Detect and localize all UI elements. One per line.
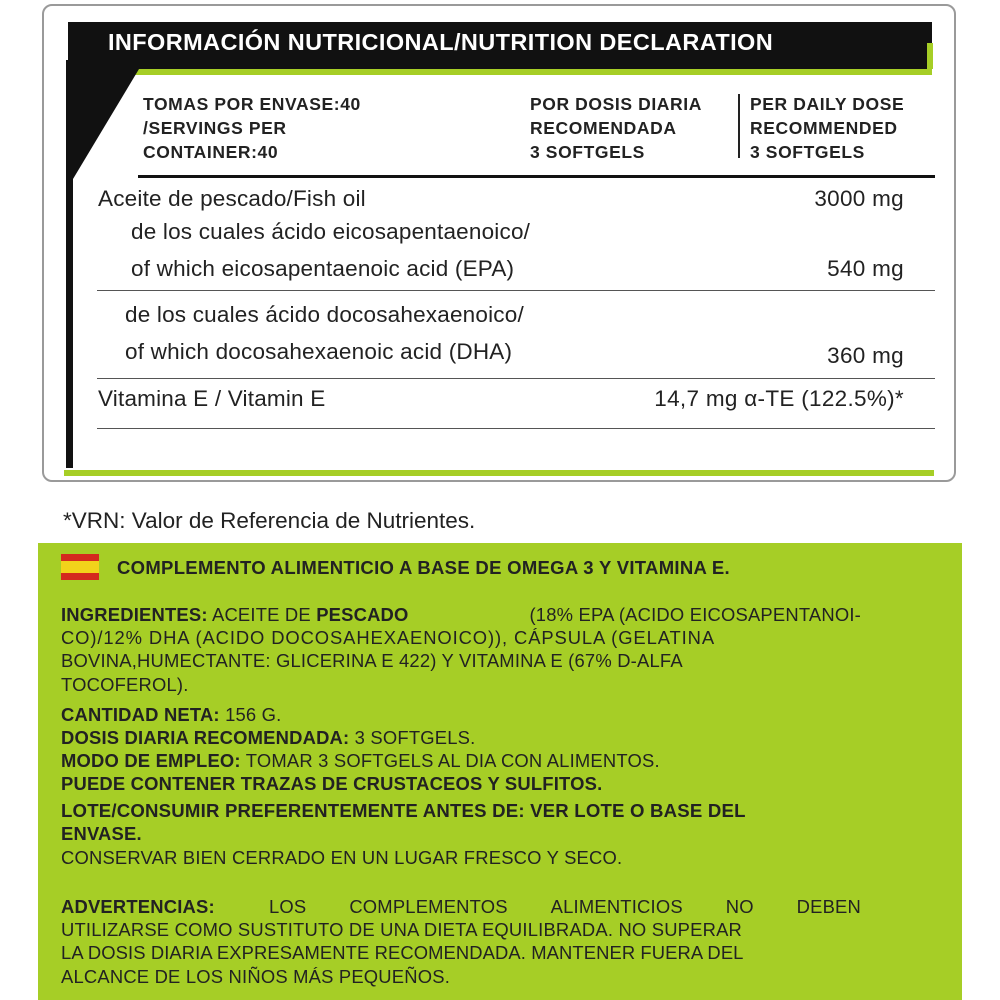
accent-stripe-left — [66, 60, 73, 468]
servings-line-2: /SERVINGS PER — [143, 118, 287, 138]
col-en-line-2: RECOMMENDED — [750, 118, 898, 138]
col-en-line-3: 3 SOFTGELS — [750, 142, 865, 162]
warnings-line-1: LOS COMPLEMENTOS ALIMENTICIOS NO DEBEN — [269, 896, 861, 917]
row-divider — [97, 378, 935, 379]
accent-stripe-right — [927, 43, 933, 69]
ingredients-label: INGREDIENTES: — [61, 604, 208, 625]
row-dha-label-en: of which docosahexaenoic acid (DHA) — [125, 339, 513, 364]
storage-instructions: CONSERVAR BIEN CERRADO EN UN LUGAR FRESCO Y SECO. — [61, 847, 623, 868]
lot-info-cont — [61, 822, 861, 845]
row-divider — [97, 290, 935, 291]
ingredients-text: ACEITE DE — [211, 604, 311, 625]
row-dha-label-es: de los cuales ácido docosahexaenoico/ — [125, 302, 524, 327]
warnings-line-3: LA DOSIS DIARIA EXPRESAMENTE RECOMENDADA. MANTENER FUERA DEL — [61, 942, 744, 964]
product-headline: COMPLEMENTO ALIMENTICIO A BASE DE OMEGA 3 Y VITAMINA E. — [117, 557, 730, 578]
usage-value: TOMAR 3 SOFTGELS AL DIA CON ALIMENTOS. — [245, 750, 660, 771]
ingredients-text: (18% EPA (ACIDO EICOSAPENTANOI- — [529, 604, 861, 625]
spain-flag-icon — [61, 554, 99, 580]
dose-value: 3 SOFTGELS. — [354, 727, 476, 748]
row-dha-amount: 360 mg — [827, 343, 904, 368]
col-es-line-3: 3 SOFTGELS — [530, 142, 645, 162]
row-epa-amount: 540 mg — [827, 256, 904, 281]
dose-label: DOSIS DIARIA RECOMENDADA: — [61, 727, 350, 748]
warnings-label: ADVERTENCIAS: — [61, 896, 215, 917]
nutrition-title: INFORMACIÓN NUTRICIONAL/NUTRITION DECLARATION — [108, 29, 774, 55]
column-header-en — [750, 92, 904, 164]
servings-line-3: CONTAINER:40 — [143, 142, 279, 162]
servings-header — [143, 92, 361, 164]
corner-triangle — [73, 69, 139, 179]
usage-instructions — [61, 749, 861, 772]
row-fish-oil-amount: 3000 mg — [814, 186, 904, 211]
ingredients-text: CO)/12% DHA (ACIDO DOCOSAHEXAENOICO)), CÁPSULA (GELATINA — [61, 627, 716, 649]
column-divider — [738, 94, 740, 158]
lot-info — [61, 799, 861, 822]
lot-line-1: LOTE/CONSUMIR PREFERENTEMENTE ANTES DE: VER LOTE O BASE DEL — [61, 800, 746, 821]
allergen-traces — [61, 772, 861, 795]
ingredients-text: BOVINA,HUMECTANTE: GLICERINA E 422) Y VITAMINA E (67% D-ALFA — [61, 650, 683, 672]
warnings-line-2: UTILIZARSE COMO SUSTITUTO DE UNA DIETA EQUILIBRADA. NO SUPERAR — [61, 919, 743, 941]
row-vitamin-e-label: Vitamina E / Vitamin E — [98, 386, 326, 411]
accent-stripe-bottom — [64, 470, 934, 476]
lot-line-2: ENVASE. — [61, 823, 142, 844]
warnings-line-4: ALCANCE DE LOS NIÑOS MÁS PEQUEÑOS. — [61, 965, 451, 987]
col-en-line-1: PER DAILY DOSE — [750, 94, 905, 114]
column-header-es — [530, 92, 702, 164]
vrn-footnote: *VRN: Valor de Referencia de Nutrientes. — [63, 508, 476, 533]
row-epa-label-es: de los cuales ácido eicosapentaenoico/ — [131, 219, 531, 244]
header-divider — [138, 175, 935, 178]
traces-text: PUEDE CONTENER TRAZAS DE CRUSTACEOS Y SULFITOS. — [61, 773, 603, 794]
accent-stripe-top — [68, 69, 932, 75]
servings-line-1: TOMAS POR ENVASE:40 — [143, 94, 361, 114]
recommended-dose — [61, 726, 861, 749]
ingredients-fish: PESCADO — [316, 604, 409, 625]
net-quantity-value: 156 G. — [225, 704, 282, 725]
row-epa-label-en: of which eicosapentaenoic acid (EPA) — [131, 256, 515, 281]
row-divider — [97, 428, 935, 429]
col-es-line-2: RECOMENDADA — [530, 118, 677, 138]
row-vitamin-e-amount: 14,7 mg α-TE (122.5%)* — [654, 386, 904, 411]
row-fish-oil-label: Aceite de pescado/Fish oil — [98, 186, 366, 211]
warnings-block — [61, 895, 861, 988]
col-es-line-1: POR DOSIS DIARIA — [530, 94, 702, 114]
ingredients-block — [61, 603, 861, 696]
net-quantity — [61, 703, 861, 726]
usage-label: MODO DE EMPLEO: — [61, 750, 241, 771]
ingredients-text: TOCOFEROL). — [61, 673, 189, 695]
net-quantity-label: CANTIDAD NETA: — [61, 704, 220, 725]
